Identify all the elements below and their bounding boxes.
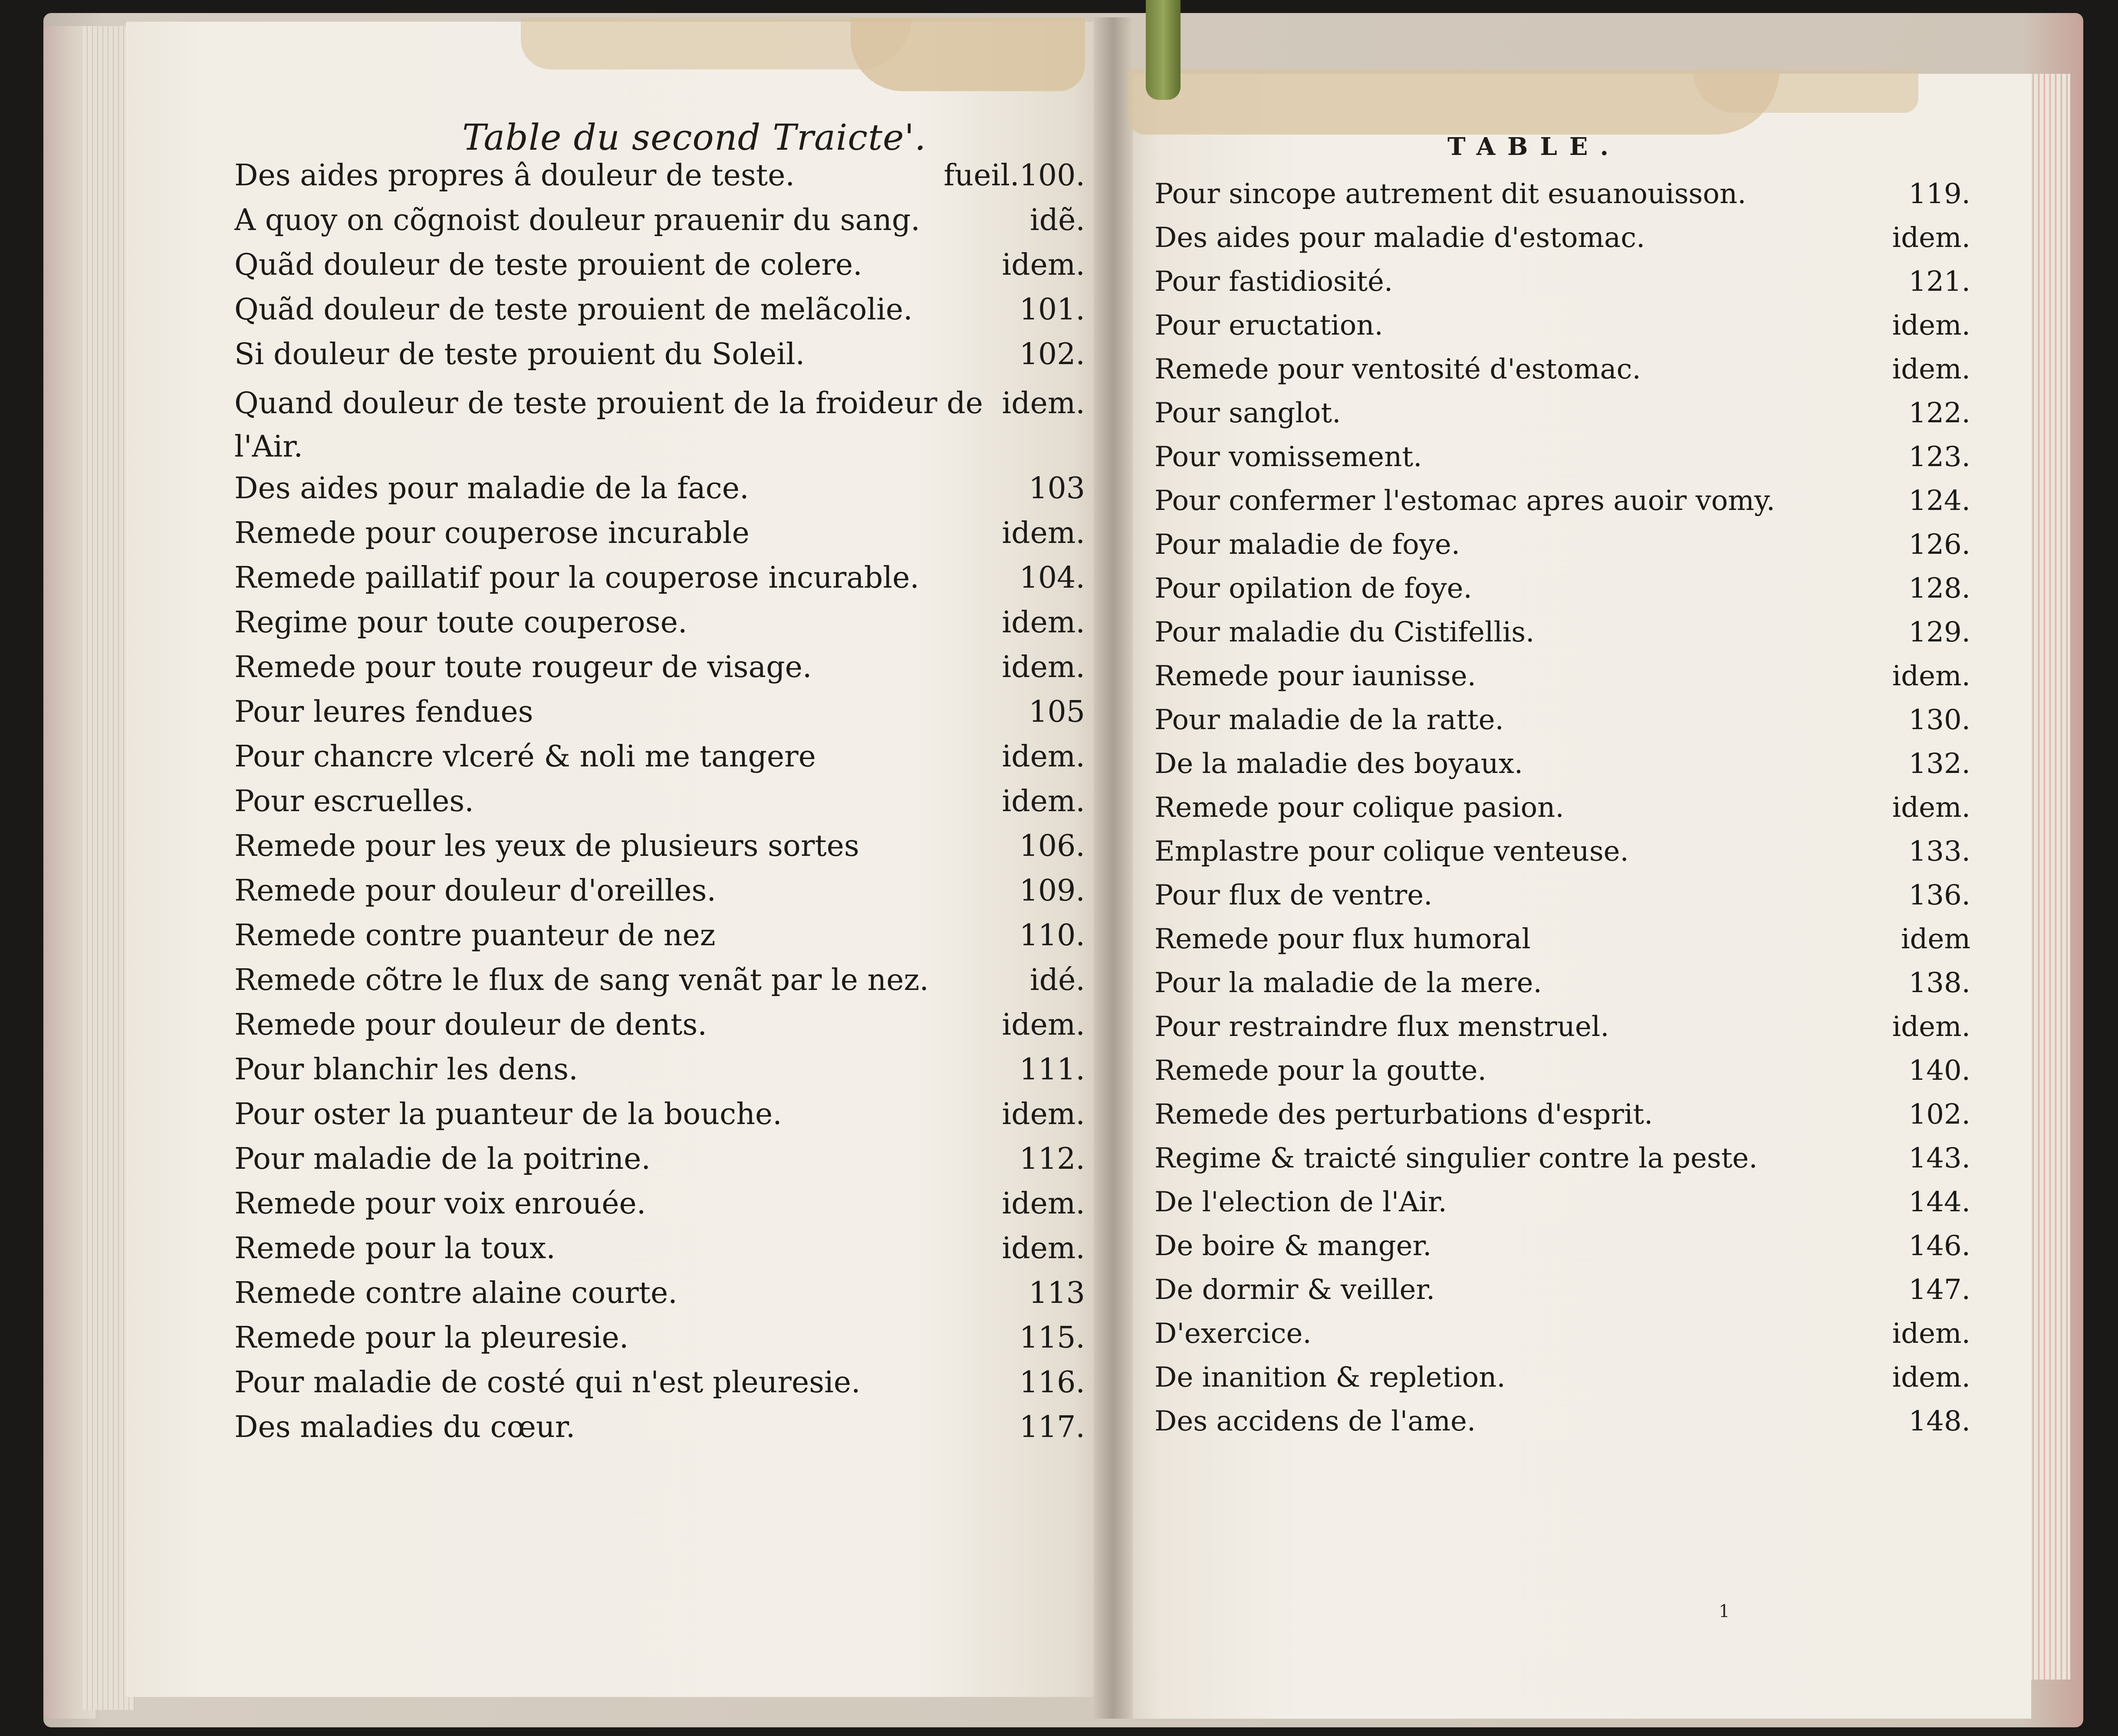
toc-entry-page: 117. (1019, 1410, 1085, 1444)
toc-entry-page: idem. (1892, 792, 1970, 824)
folio-mark: 1 (1719, 1601, 1730, 1621)
toc-entry-title: Pour oster la puanteur de la bouche. (234, 1097, 782, 1131)
toc-entry-title: Remede pour colique pasion. (1154, 792, 1564, 824)
toc-entry-title: Des accidens de l'ame. (1154, 1405, 1476, 1437)
toc-entry-page: 102. (1019, 337, 1085, 372)
toc-entry-title: Remede pour flux humoral (1154, 923, 1531, 955)
toc-entry-page: 106. (1019, 829, 1085, 863)
toc-entry-page: idem. (1002, 516, 1085, 550)
toc-entry-title: Remede pour la goutte. (1154, 1055, 1487, 1087)
toc-entry-page: idem. (1002, 1187, 1085, 1221)
bookmark-ribbon (1146, 0, 1181, 100)
toc-entry-page: 115. (1019, 1321, 1085, 1355)
toc-entry-title: Quãd douleur de teste prouient de melãcolie. (234, 293, 913, 327)
toc-entry-page: 143. (1908, 1142, 1970, 1174)
page-stain (1128, 69, 1779, 135)
toc-entry-title: De dormir & veiller. (1154, 1274, 1435, 1306)
toc-entry (1154, 792, 1970, 835)
toc-entry-title: Remede des perturbations d'esprit. (1154, 1098, 1653, 1131)
toc-entry-page: 140. (1908, 1055, 1970, 1087)
toc-entry-page: idem. (1892, 1011, 1970, 1043)
toc-entry (234, 382, 1085, 471)
toc-entry-title: Remede paillatif pour la couperose incurable. (234, 561, 919, 595)
toc-entry (1154, 660, 1970, 704)
toc-entry (234, 471, 1085, 516)
toc-entry-page: 119. (1908, 178, 1970, 210)
toc-entry (1154, 441, 1970, 485)
toc-entry-page: 147. (1908, 1274, 1970, 1306)
toc-entry-page: idem. (1892, 1318, 1970, 1350)
toc-entry (234, 1410, 1085, 1455)
toc-entry-title: Remede pour douleur de dents. (234, 1008, 707, 1042)
toc-entry (234, 1276, 1085, 1321)
toc-entry (234, 1365, 1085, 1410)
toc-entry-title: Remede pour iaunisse. (1154, 660, 1476, 692)
toc-entry (1154, 353, 1970, 397)
toc-entry (1154, 485, 1970, 529)
toc-entry-title: D'exercice. (1154, 1318, 1312, 1350)
toc-entry-page: 126. (1908, 529, 1970, 561)
toc-entry-page: idem. (1002, 386, 1085, 421)
toc-entry (1154, 835, 1970, 879)
toc-entry-title: Pour maladie de foye. (1154, 529, 1460, 561)
toc-entry (234, 293, 1085, 337)
toc-entry-title: Si douleur de teste prouient du Soleil. (234, 337, 805, 372)
toc-entry (1154, 1098, 1970, 1142)
toc-entry-page: idem. (1892, 1361, 1970, 1394)
toc-entry (1154, 1361, 1970, 1405)
toc-entry-page: idem. (1892, 309, 1970, 342)
toc-entry (234, 1142, 1085, 1187)
toc-entry-page: 121. (1908, 266, 1970, 298)
toc-entry-title: De inanition & repletion. (1154, 1361, 1506, 1394)
toc-entry (234, 158, 1085, 203)
toc-entry-page: idem (1901, 923, 1970, 955)
toc-entry (234, 918, 1085, 963)
toc-entry-page: 146. (1908, 1230, 1970, 1262)
toc-entry (1154, 266, 1970, 309)
toc-entry (234, 1052, 1085, 1097)
toc-entry (1154, 178, 1970, 222)
toc-entry (1154, 923, 1970, 967)
toc-entry-title: Emplastre pour colique venteuse. (1154, 835, 1629, 868)
toc-entry-title: Pour eructation. (1154, 309, 1383, 342)
toc-entry-page: idem. (1892, 660, 1970, 692)
toc-entry-page: 109. (1019, 874, 1085, 908)
toc-entry-title: Pour sanglot. (1154, 397, 1341, 429)
toc-entry-title: Quãd douleur de teste prouient de colere. (234, 248, 862, 282)
toc-entry-title: Remede contre puanteur de nez (234, 918, 716, 953)
toc-entry-title: Des aides propres â douleur de teste. (234, 158, 795, 193)
toc-entry-title: Des aides pour maladie de la face. (234, 471, 749, 506)
toc-entry (1154, 1186, 1970, 1230)
toc-entry-page: idem. (1002, 650, 1085, 684)
toc-entry-title: Remede pour douleur d'oreilles. (234, 874, 717, 908)
toc-entry-page: idem. (1002, 605, 1085, 640)
toc-entry (234, 740, 1085, 784)
toc-entry (234, 874, 1085, 918)
toc-entry (1154, 616, 1970, 660)
toc-entry-title: Regime & traicté singulier contre la peste. (1154, 1142, 1758, 1174)
page-stain (521, 17, 911, 69)
toc-entry (1154, 572, 1970, 616)
toc-entry-title: De boire & manger. (1154, 1230, 1432, 1262)
toc-entry-page: idem. (1002, 1231, 1085, 1266)
toc-entry (1154, 967, 1970, 1011)
right-page-header: TABLE. (1447, 132, 1621, 161)
right-table-of-contents (1154, 178, 1970, 1449)
toc-entry-title: Pour maladie de la poitrine. (234, 1142, 651, 1176)
toc-entry (1154, 1055, 1970, 1098)
toc-entry-title: Remede pour voix enrouée. (234, 1187, 646, 1221)
toc-entry (234, 203, 1085, 248)
toc-entry-title: Remede pour les yeux de plusieurs sortes (234, 829, 859, 863)
toc-entry-title: De la maladie des boyaux. (1154, 748, 1523, 780)
toc-entry-title: Pour la maladie de la mere. (1154, 967, 1542, 999)
toc-entry (1154, 309, 1970, 353)
toc-entry-title: Remede pour ventosité d'estomac. (1154, 353, 1641, 385)
toc-entry-title: Pour opilation de foye. (1154, 572, 1472, 605)
toc-entry-page: idem. (1002, 784, 1085, 819)
toc-entry-page: idem. (1002, 740, 1085, 774)
toc-entry (234, 1187, 1085, 1231)
toc-entry-title: De l'election de l'Air. (1154, 1186, 1447, 1218)
toc-entry (1154, 748, 1970, 792)
toc-entry (234, 1097, 1085, 1142)
toc-entry-page: idem. (1892, 222, 1970, 254)
toc-entry-title: Pour maladie de la ratte. (1154, 704, 1504, 736)
toc-entry (234, 650, 1085, 695)
toc-entry-page: idem. (1002, 1097, 1085, 1131)
toc-entry-title: Remede contre alaine courte. (234, 1276, 677, 1310)
toc-entry-title: Des aides pour maladie d'estomac. (1154, 222, 1645, 254)
toc-entry (1154, 397, 1970, 441)
toc-entry-page: idem. (1892, 353, 1970, 385)
toc-entry-title: Pour maladie du Cistifellis. (1154, 616, 1535, 648)
toc-entry-page: 133. (1908, 835, 1970, 868)
toc-entry-page: 104. (1019, 561, 1085, 595)
toc-entry-title: Regime pour toute couperose. (234, 605, 687, 640)
toc-entry-title: Remede pour toute rougeur de visage. (234, 650, 812, 684)
toc-entry-page: 113 (1029, 1276, 1085, 1310)
toc-entry-page: idẽ. (1029, 203, 1085, 237)
toc-entry-page: 129. (1908, 616, 1970, 648)
toc-entry-page: 122. (1908, 397, 1970, 429)
toc-entry (1154, 1274, 1970, 1318)
toc-entry-page: 111. (1019, 1052, 1085, 1087)
toc-entry-page: 103 (1029, 471, 1085, 506)
toc-entry-title: Des maladies du cœur. (234, 1410, 576, 1444)
toc-entry-page: 102. (1908, 1098, 1970, 1131)
toc-entry (234, 605, 1085, 650)
toc-entry-page: 123. (1908, 441, 1970, 473)
toc-entry-page: 124. (1908, 485, 1970, 517)
toc-entry (1154, 1230, 1970, 1274)
toc-entry-page: idé. (1029, 963, 1085, 997)
toc-entry-page: fueil.100. (944, 158, 1085, 193)
toc-entry-title: Pour fastidiosité. (1154, 266, 1393, 298)
toc-entry (1154, 704, 1970, 748)
toc-entry (1154, 529, 1970, 572)
toc-entry-title: Pour maladie de costé qui n'est pleuresie. (234, 1365, 861, 1400)
toc-entry-page: 128. (1908, 572, 1970, 605)
book-gutter (1094, 17, 1133, 1719)
toc-entry-page: 144. (1908, 1186, 1970, 1218)
toc-entry-title: Pour blanchir les dens. (234, 1052, 578, 1087)
toc-entry-page: idem. (1002, 1008, 1085, 1042)
toc-entry (234, 1008, 1085, 1052)
toc-entry-page: 116. (1019, 1365, 1085, 1400)
toc-entry-title: Pour vomissement. (1154, 441, 1422, 473)
toc-entry-title: Quand douleur de teste prouient de la froideur de l'Air. (234, 386, 983, 464)
toc-entry (1154, 879, 1970, 923)
toc-entry (234, 1231, 1085, 1276)
toc-entry (1154, 1142, 1970, 1186)
toc-entry (234, 695, 1085, 740)
toc-entry-page: 112. (1019, 1142, 1085, 1176)
left-table-of-contents (234, 158, 1085, 1455)
toc-entry-title: Pour restraindre flux menstruel. (1154, 1011, 1609, 1043)
toc-entry-title: Pour escruelles. (234, 784, 474, 819)
page-stain (1693, 69, 1918, 113)
toc-entry (234, 1321, 1085, 1365)
toc-entry-title: A quoy on cõgnoist douleur prauenir du sang. (234, 203, 921, 237)
toc-entry (234, 248, 1085, 293)
toc-entry-page: 105 (1029, 695, 1085, 729)
toc-entry (1154, 1405, 1970, 1449)
toc-entry-page: 132. (1908, 748, 1970, 780)
toc-entry-page: 136. (1908, 879, 1970, 911)
toc-entry-title: Remede pour la toux. (234, 1231, 556, 1266)
toc-entry (1154, 1318, 1970, 1361)
toc-entry (234, 963, 1085, 1008)
toc-entry (234, 561, 1085, 605)
toc-entry (234, 829, 1085, 874)
toc-entry (234, 784, 1085, 829)
toc-entry-page: 101. (1019, 293, 1085, 327)
toc-entry (234, 516, 1085, 561)
toc-entry-title: Remede pour couperose incurable (234, 516, 750, 550)
toc-entry-title: Remede pour la pleuresie. (234, 1321, 629, 1355)
toc-entry-title: Pour chancre vlceré & noli me tangere (234, 740, 816, 774)
toc-entry-page: idem. (1002, 248, 1085, 282)
toc-entry (234, 337, 1085, 382)
toc-entry-page: 148. (1908, 1405, 1970, 1437)
toc-entry-title: Pour flux de ventre. (1154, 879, 1433, 911)
toc-entry (1154, 1011, 1970, 1055)
toc-entry-title: Remede cõtre le flux de sang venãt par le nez. (234, 963, 929, 997)
left-page-header: Table du second Traicte'. (462, 117, 927, 158)
toc-entry-page: 138. (1908, 967, 1970, 999)
toc-entry-page: 110. (1019, 918, 1085, 953)
toc-entry-title: Pour leures fendues (234, 695, 533, 729)
toc-entry (1154, 222, 1970, 266)
toc-entry-title: Pour confermer l'estomac apres auoir vomy. (1154, 485, 1775, 517)
toc-entry-title: Pour sincope autrement dit esuanouisson. (1154, 178, 1746, 210)
toc-entry-page: 130. (1908, 704, 1970, 736)
